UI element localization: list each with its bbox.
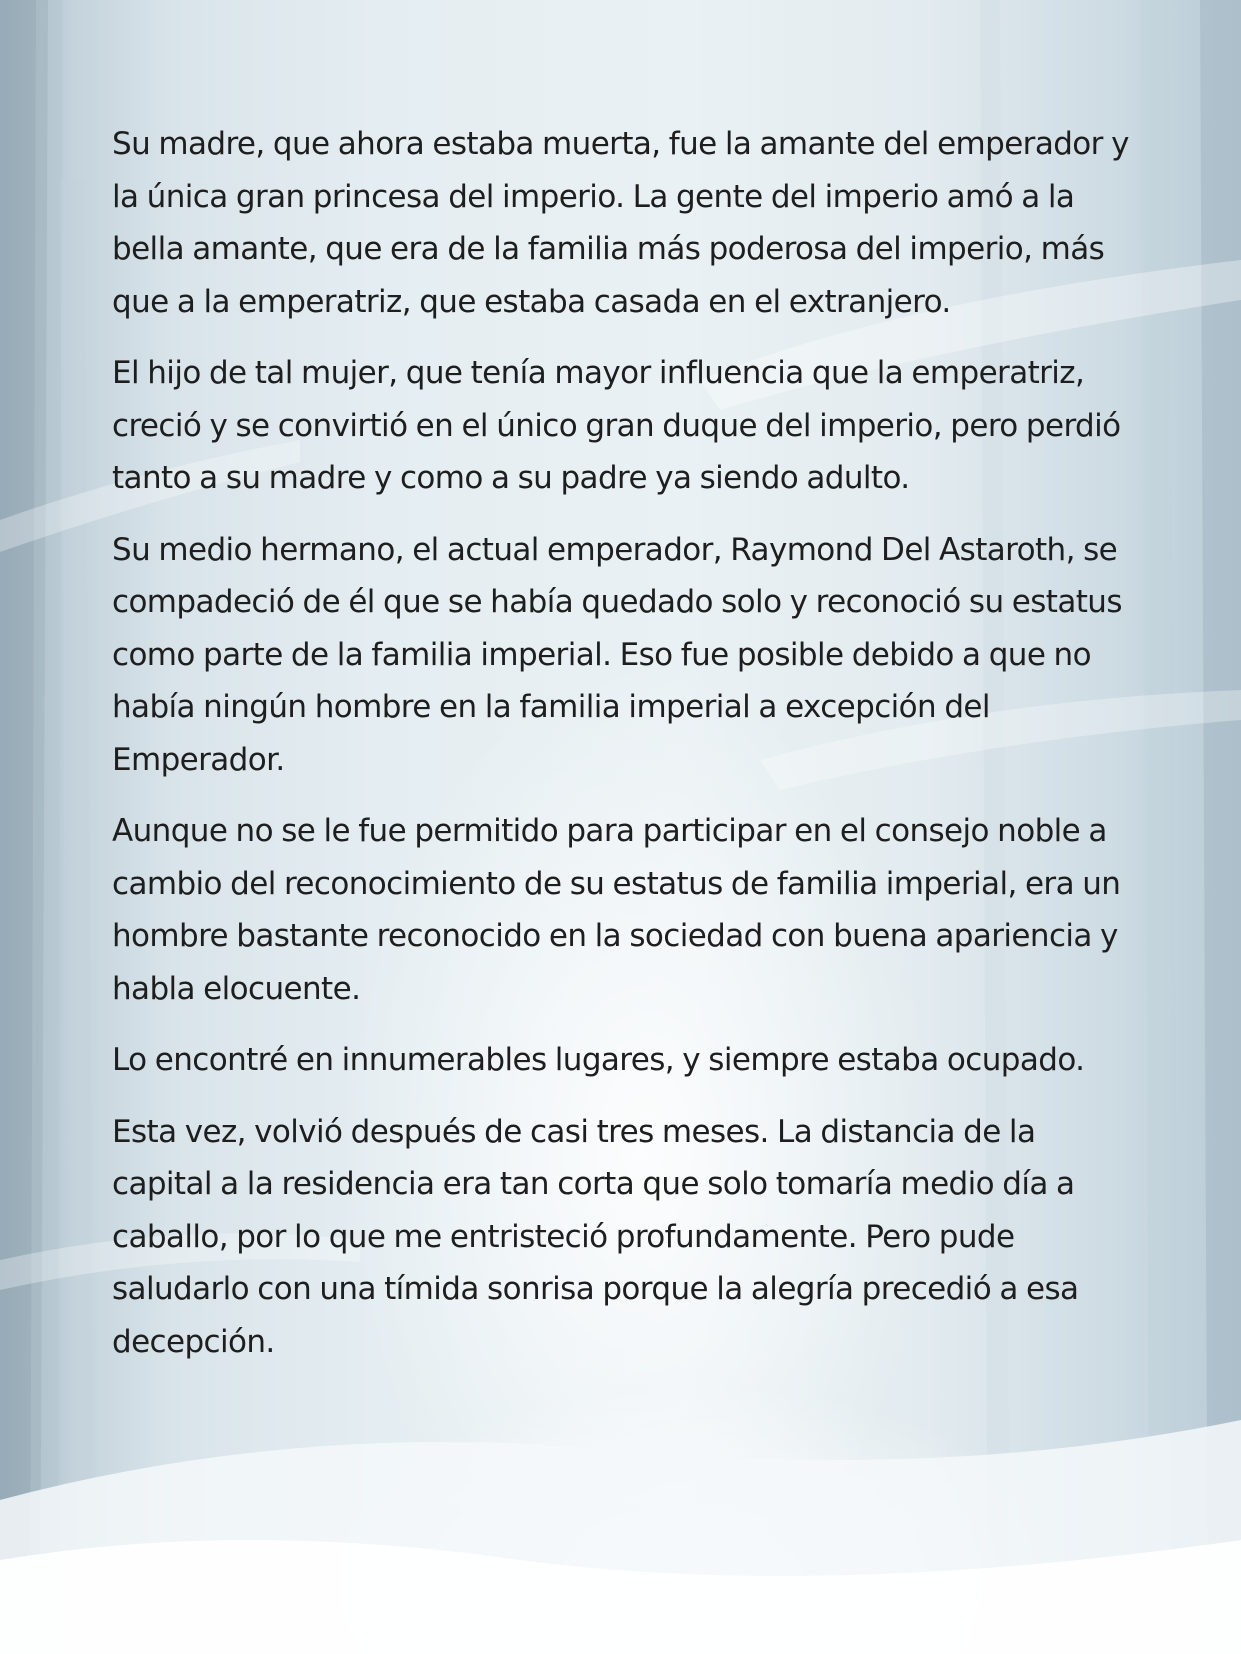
tree-trunk-left-far bbox=[60, 180, 96, 1654]
paragraph: Aunque no se le fue permitido para participar en el consejo noble a cambio del reconocimiento de su estatus de familia imperial, era un hombre bastante reconocido en la sociedad con buena apariencia y habla elocuente. bbox=[112, 813, 1121, 1007]
tree-trunk-right bbox=[1200, 0, 1241, 1654]
paragraph: Lo encontré en innumerables lugares, y siempre estaba ocupado. bbox=[112, 1042, 1085, 1078]
paragraph: El hijo de tal mujer, que tenía mayor influencia que la emperatriz, creció y se convirtió en el único gran duque del imperio, pero perdió tanto a su madre y como a su padre ya siendo adulto. bbox=[112, 355, 1121, 496]
tree-trunk-right-inner bbox=[1140, 0, 1180, 1654]
paragraph: Su medio hermano, el actual emperador, Raymond Del Astaroth, se compadeció de él que se había quedado solo y reconoció su estatus como parte de la familia imperial. Eso fue posible debido a que no había ningún hombre en la familia imperial a excepción del Emperador. bbox=[112, 531, 1122, 778]
paragraph: Su madre, que ahora estaba muerta, fue la amante del emperador y la única gran princesa del imperio. La gente del imperio amó a la bella amante, que era de la familia más poderosa del imperio, más que a la emperatriz, que estaba casada en el extranjero. bbox=[112, 126, 1129, 320]
story-text bbox=[112, 118, 1142, 1387]
paragraph: Esta vez, volvió después de casi tres meses. La distancia de la capital a la residencia era tan corta que solo tomaría medio día a caballo, por lo que me entristeció profundamente. Pero pude saludarlo con una tímida sonrisa porque la alegría precedió a esa decepción. bbox=[112, 1113, 1079, 1360]
